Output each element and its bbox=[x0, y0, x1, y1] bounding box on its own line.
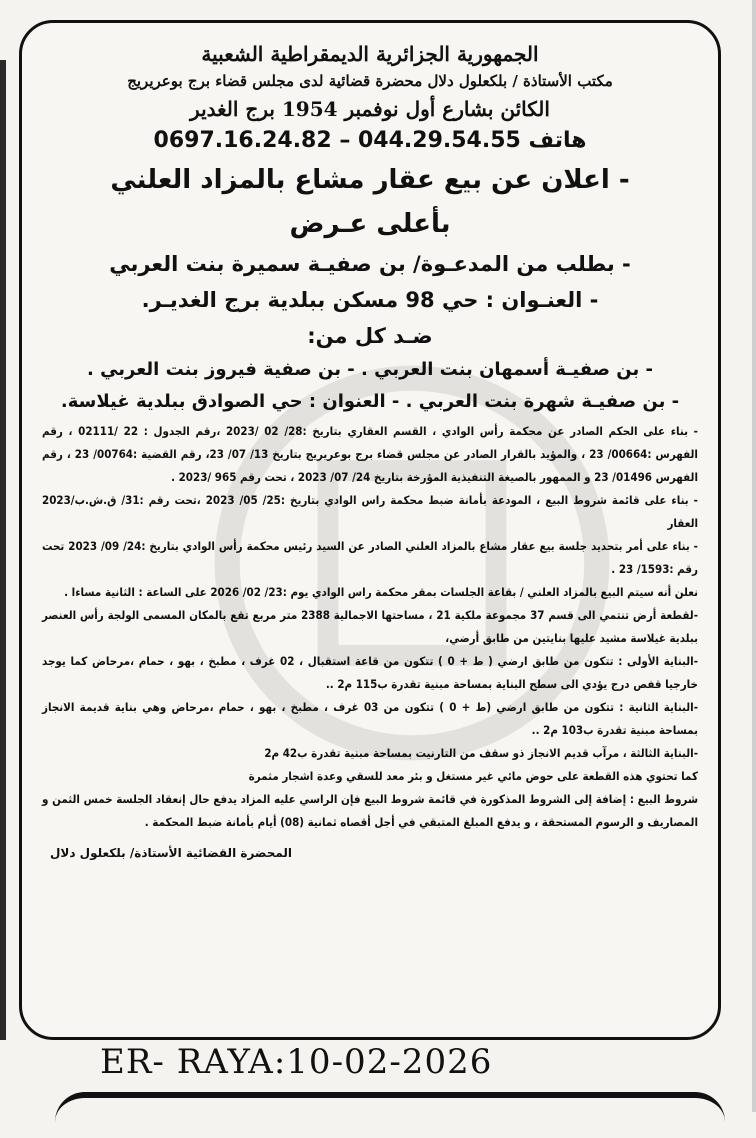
building-2-paragraph: -البناية الثانية : تتكون من طابق ارضي (ط + 0 ) تتكون من 03 غرف ، مطبخ ، بهو ، حمام ،مرحاض وهي بناية قديمة الانجاز بمساحة مبنية تقدرة ب103 م2 .. bbox=[42, 700, 698, 737]
against-heading: ضـد كل من: bbox=[307, 324, 433, 348]
announcement-content bbox=[22, 23, 718, 860]
building-3-paragraph: -البناية الثالثة ، مرآب قديم الانجاز ذو سقف من التارنيت بمساحة مبنية تقدرة ب42 م2 bbox=[264, 746, 698, 760]
defendants-line-1: - بن صفيـة أسمهان بنت العربي . - بن صفية فيروز بنت العربي . bbox=[86, 359, 654, 380]
page-left-edge bbox=[0, 60, 6, 1040]
requester-line: - بطلب من المدعـوة/ بن صفيـة سميرة بنت العربي bbox=[109, 252, 631, 276]
phone-numbers: 0697.16.24.82 – 044.29.54.55 bbox=[153, 128, 521, 153]
bottom-frame-edge bbox=[55, 1092, 725, 1138]
land-contents-paragraph: كما تحتوي هذه القطعة على حوض مائي غير مستغل و بئر معد للسقي وعدة اشجار مثمرة bbox=[248, 769, 698, 783]
sale-conditions-list-paragraph: - بناء على قائمة شروط البيع ، المودعة بأمانة ضبط محكمة راس الوادي بتاريخ :25/ 05/ 2023 ،تحت رقم :31/ ق.ش.ب/2023 العقار bbox=[42, 493, 698, 530]
announcement-body bbox=[42, 420, 698, 834]
session-order-paragraph: - بناء على أمر بتحديد جلسة بيع عقار مشاع بالمزاد العلني الصادر عن السيد رئيس محكمة رأس الوادي بتاريخ :24/ 09/ 2023 تحت رقم :1593/ 23 . bbox=[42, 539, 698, 576]
land-description-paragraph: -لقطعة أرض تنتمي الى قسم 37 مجموعة ملكية 21 ، مساحتها الاجمالية 2388 متر مربع تقع بالمكان المسمى الولجة رأس العنصر ببلدية غيلاسة مشيد عليها بنايتين من طابق أرضي، bbox=[42, 608, 698, 645]
payment-terms-paragraph: شروط البيع : إضافة إلى الشروط المذكورة في قائمة شروط البيع فإن الراسي عليه المزاد يدفع حال إنعقاد الجلسة خمس الثمن و المصاريف و الرسوم المستحقة ، و يدفع المبلغ المتبقي في أجل أقصاه ثمانية (08) أيام بأمانة ضبط المحكمة . bbox=[42, 792, 698, 829]
phone-label: هاتف bbox=[528, 128, 587, 153]
building-1-paragraph: -البناية الأولى : تتكون من طابق ارضي ( ط + 0 ) تتكون من قاعة استقبال ، 02 غرف ، مطبخ ، بهو ، حمام ،مرحاض كما يوجد خارجيا قفص درج يؤدي الى سطح البناية بمساحة مبنية تقدرة ب115 م2 .. bbox=[42, 654, 698, 691]
judgment-paragraph: - بناء على الحكم الصادر عن محكمة رأس الوادي ، القسم العقاري بتاريخ :28/ 02 /2023 ،رقم الجدول : 22 /02111 ، رقم الفهرس :00664/ 23 ، والمؤيد بالقرار الصادر عن مجلس قضاء برج بوعريريج بتاريخ 13/ 07/ 23، رقم القضية :00764/ 23 ، رقم الفهرس 01496/ 23 و الممهور بالصيغة التنفيذية المؤرخة بتاريخ 24/ 07/ 2023 ، تحت رقم 965 /2023 . bbox=[42, 424, 698, 484]
requester-address: - العنـوان : حي 98 مسكن ببلدية برج الغديـر. bbox=[141, 288, 599, 312]
newspaper-footer: ER- RAYA:10-02-2026 bbox=[100, 1042, 493, 1082]
sale-date-paragraph: نعلن أنه سيتم البيع بالمزاد العلني / بقاعة الجلسات بمقر محكمة راس الوادي يوم :23/ 02/ 2026 على الساعة : الثانية مساءا . bbox=[64, 585, 698, 599]
republic-title: الجمهورية الجزائرية الديمقراطية الشعبية bbox=[201, 42, 539, 66]
announcement-title: - اعلان عن بيع عقار مشاع بالمزاد العلني bbox=[110, 165, 630, 195]
announcement-frame bbox=[19, 20, 721, 1040]
defendants-line-2: - بن صفيـة شهرة بنت العربي . - العنوان : حي الصوادق ببلدية غيلاسة. bbox=[60, 391, 680, 412]
phone-line bbox=[42, 124, 698, 158]
announcement-subtitle: بأعلى عـرض bbox=[289, 209, 451, 239]
office-address: الكائن بشارع أول نوفمبر 1954 برج الغدير bbox=[190, 97, 550, 121]
office-line: مكتب الأستاذة / بلكعلول دلال محضرة قضائية لدى مجلس قضاء برج بوعريريج bbox=[127, 72, 613, 90]
bailiff-signature: المحضرة القضائية الأستاذة/ بلكعلول دلال bbox=[50, 846, 293, 860]
page-right-edge bbox=[752, 0, 756, 1112]
